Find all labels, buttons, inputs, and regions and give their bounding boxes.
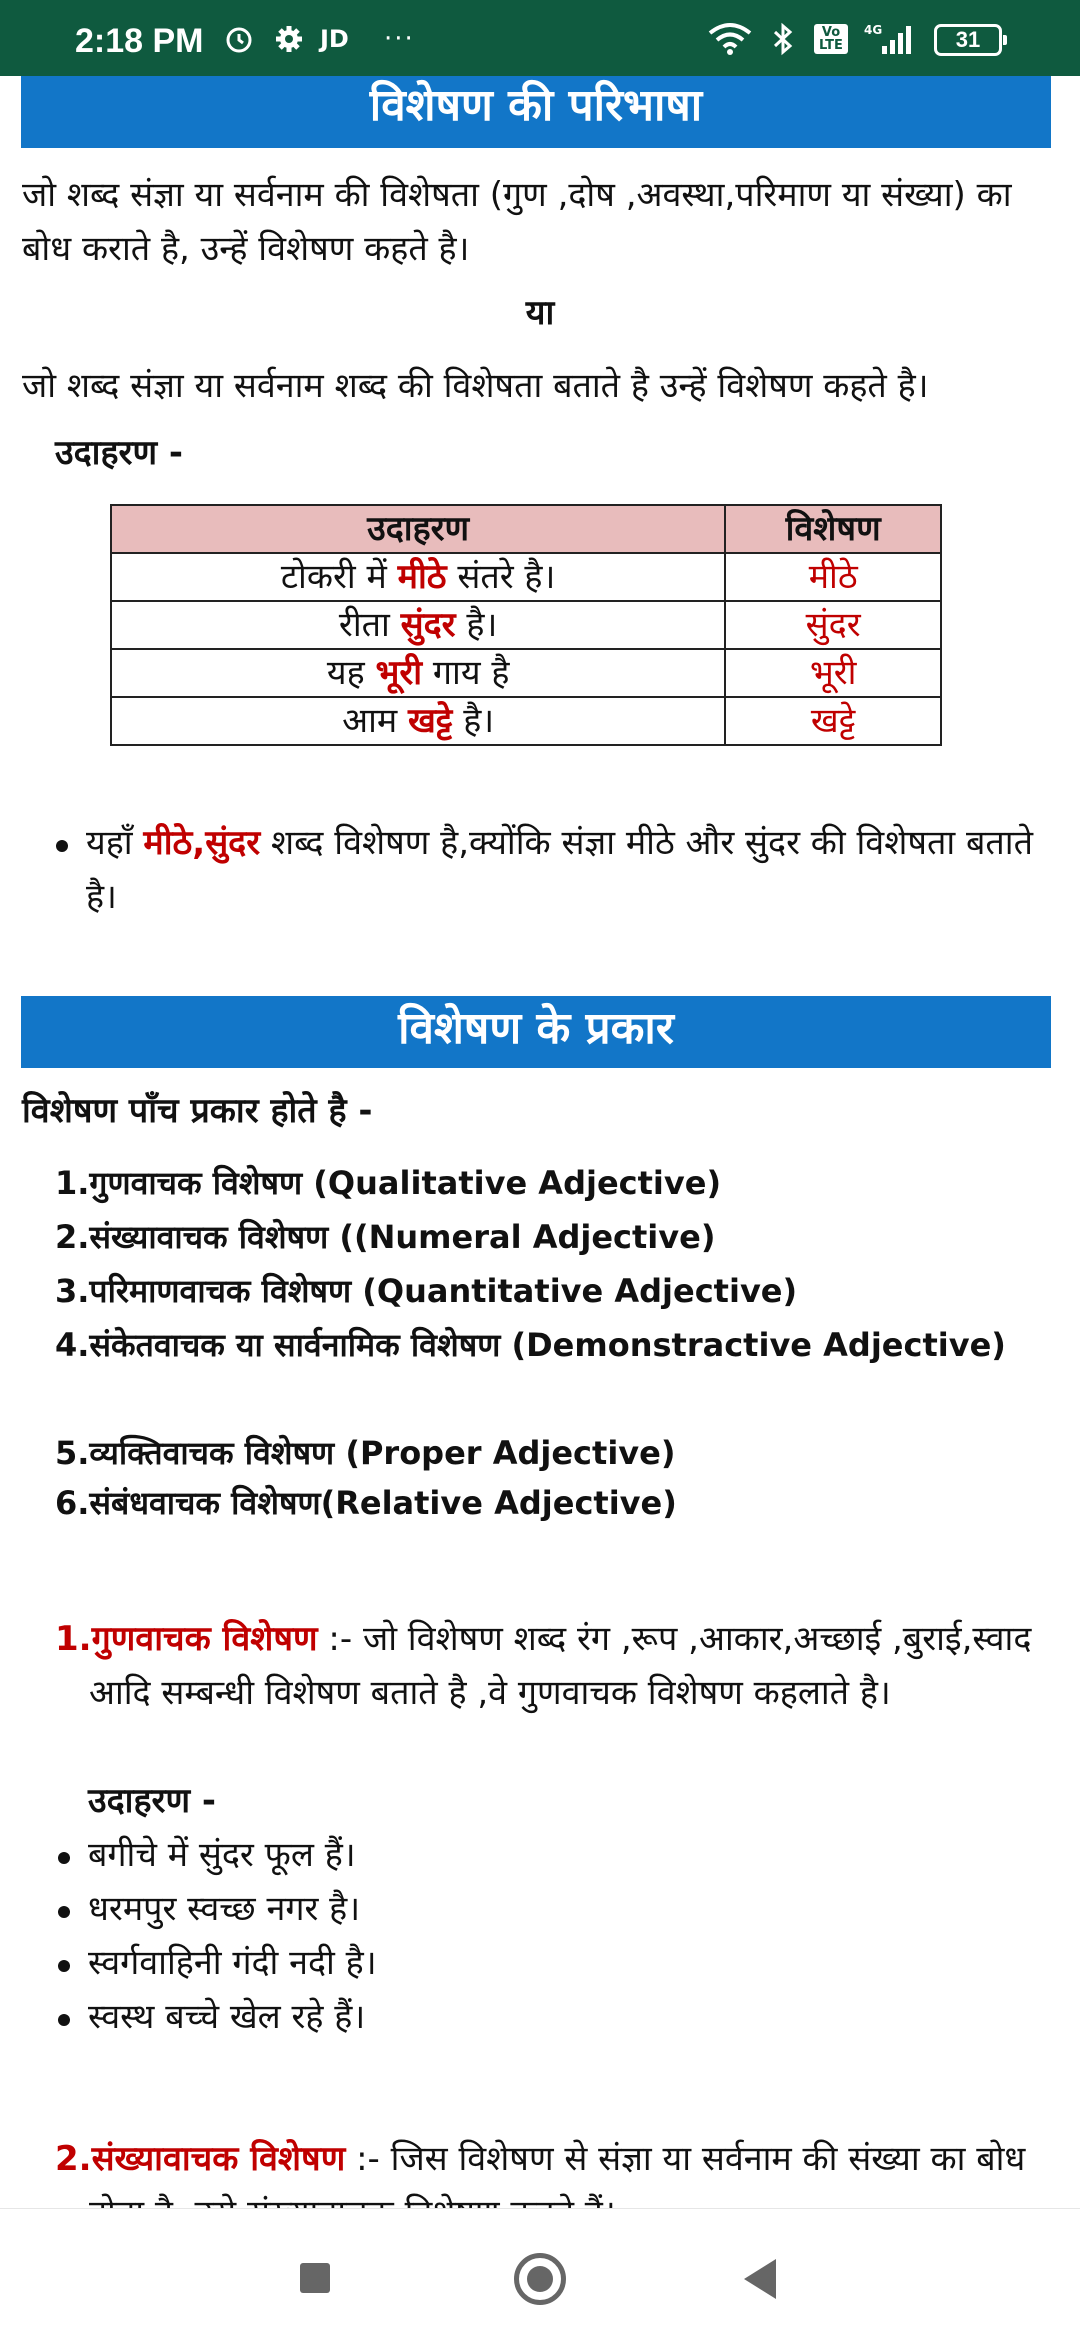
bluetooth-icon: [767, 22, 799, 56]
example-label: उदाहरण -: [55, 433, 183, 473]
list-item: स्वस्थ बच्चे खेल रहे हैं।: [88, 1990, 1048, 2044]
table-cell-sentence: रीता सुंदर है।: [111, 601, 725, 649]
bullet-dot: [56, 840, 68, 852]
definition-paragraph-2: जो शब्द संज्ञा या सर्वनाम शब्द की विशेषता बताते है उन्हें विशेषण कहते है।: [22, 366, 929, 406]
type-list-item: 2.संख्यावाचक विशेषण ((Numeral Adjective): [55, 1218, 716, 1256]
type-list-item: 4.संकेतवाचक या सार्वनामिक विशेषण (Demonstractive Adjective): [55, 1326, 1006, 1364]
volte-icon: Vo LTE: [814, 24, 848, 54]
type-list-item: 6.संबंधवाचक विशेषण(Relative Adjective): [55, 1484, 677, 1522]
table-row: [111, 649, 941, 697]
svg-text:4G: 4G: [864, 23, 883, 37]
section-banner-types: विशेषण के प्रकार: [21, 996, 1051, 1068]
definition-paragraph-1: जो शब्द संज्ञा या सर्वनाम की विशेषता (गुण ,दोष ,अवस्था,परिमाण या संख्या) का बोध कराते है, उन्हें विशेषण कहते है।: [22, 175, 1012, 269]
status-bar: [0, 0, 1080, 76]
table-cell-sentence: यह भूरी गाय है: [111, 649, 725, 697]
qualitative-adjective-heading: 1.गुणवाचक विशेषण: [55, 1619, 318, 1659]
type-list-item: 5.व्यक्तिवाचक विशेषण (Proper Adjective): [55, 1434, 676, 1472]
bullet-dot: [58, 1852, 70, 1864]
table-cell-adjective: खट्टे: [725, 697, 941, 745]
table-row: [111, 601, 941, 649]
article-content[interactable]: [0, 76, 1080, 2208]
example-table: [110, 504, 942, 746]
list-item: धरमपुर स्वच्छ नगर है।: [88, 1882, 1048, 1936]
signal-icon: [862, 22, 918, 56]
numeral-adjective-heading: 2.संख्यावाचक विशेषण: [55, 2139, 346, 2179]
list-item: बगीचे में सुंदर फूल हैं।: [88, 1828, 1048, 1882]
table-row: [111, 697, 941, 745]
numeral-adjective-definition: 2.संख्यावाचक विशेषण :- जिस विशेषण से संज्ञा या सर्वनाम की संख्या का बोध: [55, 2139, 1026, 2179]
alarm-icon: [222, 22, 256, 56]
wifi-icon: [707, 22, 753, 56]
home-button[interactable]: [514, 2253, 566, 2305]
table-cell-adjective: सुंदर: [725, 601, 941, 649]
or-separator: या: [525, 293, 555, 333]
table-header-row: [111, 505, 941, 553]
explanation-bullet: यहाँ मीठे,सुंदर शब्द विशेषण है,क्योंकि संज्ञा मीठे और सुंदर की विशेषता बताते है।: [86, 816, 1056, 924]
bullet-dot: [58, 1906, 70, 1918]
table-cell-adjective: भूरी: [725, 649, 941, 697]
type-list-item: 3.परिमाणवाचक विशेषण (Quantitative Adjective): [55, 1272, 798, 1310]
status-time: 2:18 PM: [75, 22, 204, 60]
table-header-adjective: विशेषण: [725, 505, 941, 553]
list-item: स्वर्गवाहिनी गंदी नदी है।: [88, 1936, 1048, 1990]
navigation-bar: [0, 2208, 1080, 2340]
section-banner-definition: विशेषण की परिभाषा: [21, 76, 1051, 148]
bullet-dot: [58, 1960, 70, 1972]
table-cell-sentence: टोकरी में मीठे संतरे है।: [111, 553, 725, 601]
more-notifications-icon: ···: [384, 24, 415, 54]
qualitative-example-label: उदाहरण -: [88, 1781, 216, 1821]
bullet-dot: [58, 2014, 70, 2026]
table-cell-adjective: मीठे: [725, 553, 941, 601]
carrier-label: JD: [320, 25, 349, 53]
table-row: [111, 553, 941, 601]
gear-icon: [272, 22, 306, 56]
battery-icon: 31: [934, 24, 1002, 56]
types-intro: विशेषण पाँच प्रकार होते है -: [22, 1091, 373, 1131]
type-list-item: 1.गुणवाचक विशेषण (Qualitative Adjective): [55, 1164, 722, 1202]
table-header-example: उदाहरण: [111, 505, 725, 553]
back-button[interactable]: [744, 2259, 776, 2299]
recent-apps-button[interactable]: [300, 2263, 330, 2293]
table-cell-sentence: आम खट्टे है।: [111, 697, 725, 745]
qualitative-adjective-definition: 1.गुणवाचक विशेषण :- जो विशेषण शब्द रंग ,रूप ,आकार,अच्छाई ,बुराई,स्वाद आदि सम्बन्धी विशेषण बताते है ,वे गुणवाचक विशेषण कहलाते है।: [55, 1619, 1032, 1713]
